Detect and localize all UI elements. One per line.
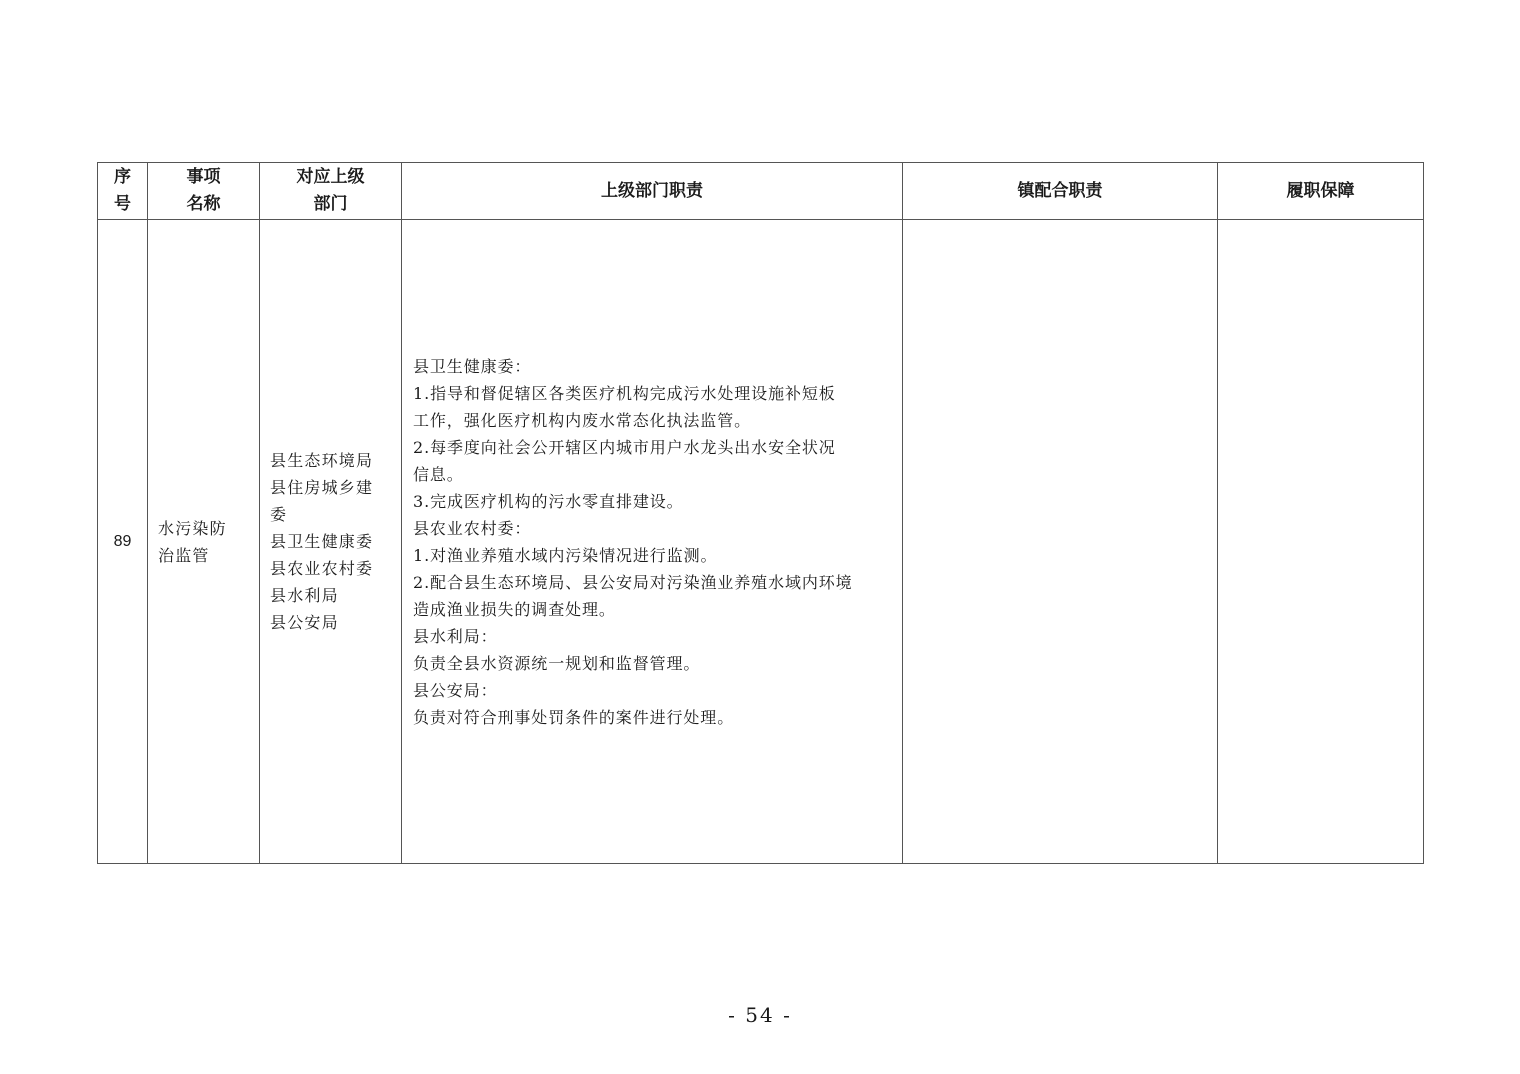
header-town-duty: 镇配合职责 bbox=[903, 163, 1218, 220]
header-item-name: 事项 名称 bbox=[148, 163, 260, 220]
row-upper-duty: 县卫生健康委： 1.指导和督促辖区各类医疗机构完成污水处理设施补短板 工作，强化医疗机构内废水常态化执法监管。 2.每季度向社会公开辖区内城市用户水龙头出水安全状况 信息。 3.完成医疗机构的污水零直排建设。 县农业农村委： 1.对渔业养殖水域内污染情况进行监测。 2.配合县生态环境局、县公安局对污染渔业养殖水域内环境 造成渔业损失的调查处理。 县水利局： 负责全县水资源统一规划和监督管理。 县公安局： 负责对符合刑事处罚条件的案件进行处理。 bbox=[413, 356, 853, 727]
row-item-name: 水污染防 治监管 bbox=[158, 518, 227, 565]
header-index: 序 号 bbox=[98, 163, 148, 220]
row-item-name-cell bbox=[148, 220, 260, 864]
row-upper-dept-cell bbox=[260, 220, 402, 864]
row-upper-dept: 县生态环境局 县住房城乡建 委 县卫生健康委 县农业农村委 县水利局 县公安局 bbox=[270, 451, 374, 632]
page-number: - 54 - bbox=[728, 1003, 792, 1027]
header-guarantee: 履职保障 bbox=[1218, 163, 1424, 220]
row-guarantee bbox=[1218, 220, 1424, 864]
table-row bbox=[98, 220, 1424, 864]
row-index: 89 bbox=[98, 220, 148, 864]
header-row bbox=[98, 163, 1424, 220]
header-upper-duty: 上级部门职责 bbox=[402, 163, 903, 220]
row-town-duty bbox=[903, 220, 1218, 864]
header-upper-dept: 对应上级 部门 bbox=[260, 163, 402, 220]
row-upper-duty-cell bbox=[402, 220, 903, 864]
duty-table bbox=[97, 162, 1424, 864]
